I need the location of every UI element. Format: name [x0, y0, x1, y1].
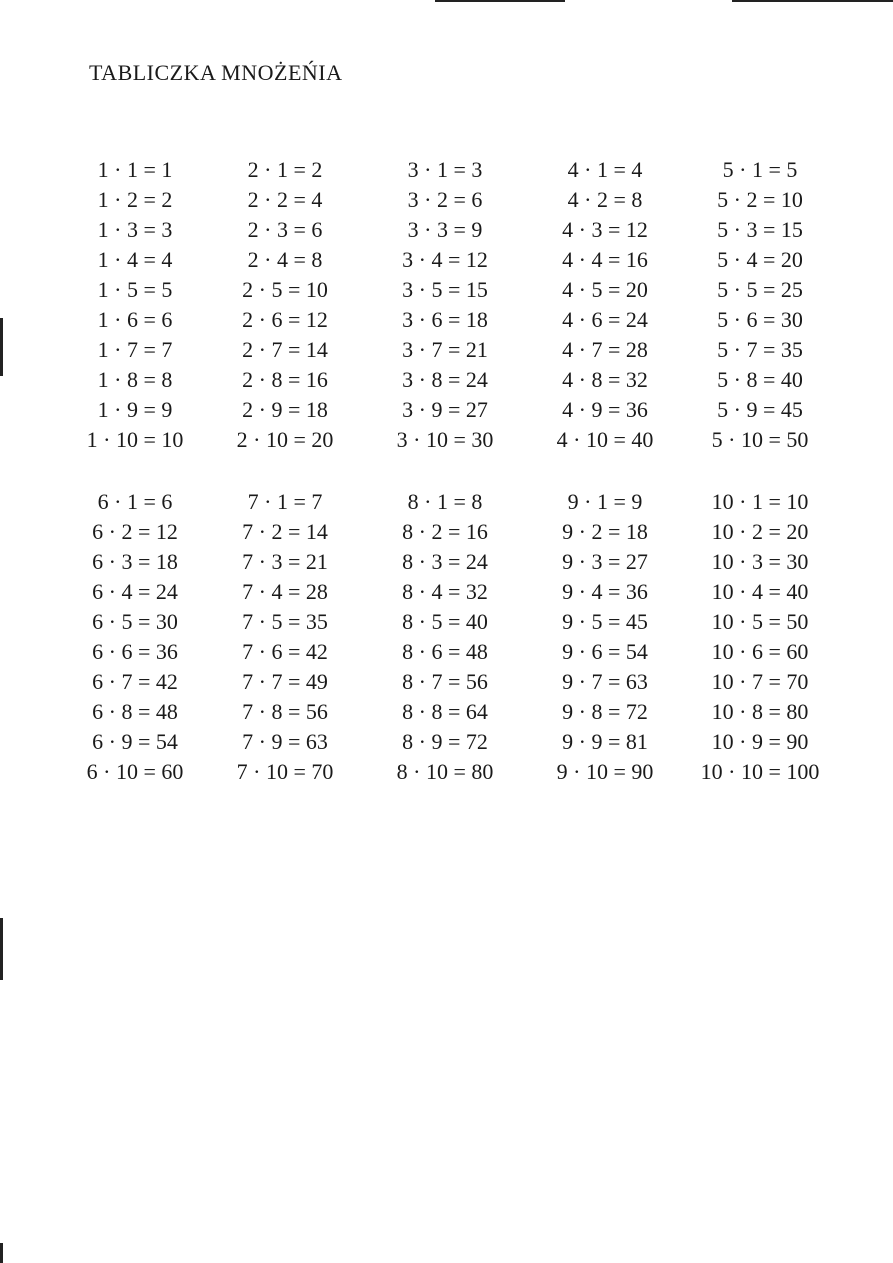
multiplication-equation: 3 · 3 = 9	[407, 217, 483, 242]
multiplication-equation: 2 · 3 = 6	[247, 217, 323, 242]
multiplication-equation: 8 · 9 = 72	[402, 729, 488, 754]
multiplication-equation: 8 · 2 = 16	[402, 519, 488, 544]
multiplication-equation: 2 · 9 = 18	[242, 397, 328, 422]
multiplication-equation: 2 · 7 = 14	[242, 337, 328, 362]
scan-artifact-left-mark-1	[0, 318, 3, 376]
multiplication-equation: 8 · 6 = 48	[402, 639, 488, 664]
multiplication-equation: 5 · 5 = 25	[717, 277, 803, 302]
multiplication-equation: 6 · 6 = 36	[92, 639, 178, 664]
multiplication-equation: 1 · 3 = 3	[97, 217, 173, 242]
multiplication-equation: 1 · 6 = 6	[97, 307, 173, 332]
multiplication-equation: 5 · 6 = 30	[717, 307, 803, 332]
multiplication-equation: 1 · 8 = 8	[97, 367, 173, 392]
multiplication-equation: 4 · 10 = 40	[556, 427, 654, 452]
multiplication-equation: 4 · 7 = 28	[562, 337, 648, 362]
scan-artifact-left-mark-3	[0, 1243, 3, 1263]
multiplication-equation: 8 · 4 = 32	[402, 579, 488, 604]
multiplication-equation: 2 · 5 = 10	[242, 277, 328, 302]
scan-artifact-left-mark-2	[0, 918, 3, 980]
multiplication-equation: 6 · 7 = 42	[92, 669, 178, 694]
multiplication-equation: 4 · 8 = 32	[562, 367, 648, 392]
multiplication-equation: 1 · 4 = 4	[97, 247, 173, 272]
multiplication-equation: 6 · 3 = 18	[92, 549, 178, 574]
multiplication-equation: 9 · 10 = 90	[556, 759, 654, 784]
multiplication-equation: 7 · 10 = 70	[236, 759, 334, 784]
multiplication-equation: 6 · 4 = 24	[92, 579, 178, 604]
multiplication-equation: 9 · 6 = 54	[562, 639, 648, 664]
multiplication-equation: 4 · 4 = 16	[562, 247, 648, 272]
multiplication-equation: 4 · 3 = 12	[562, 217, 648, 242]
multiplication-equation: 7 · 4 = 28	[242, 579, 328, 604]
multiplication-equation: 9 · 1 = 9	[567, 489, 643, 514]
multiplication-equation: 5 · 7 = 35	[717, 337, 803, 362]
multiplication-equation: 2 · 2 = 4	[247, 187, 323, 212]
multiplication-equation: 6 · 2 = 12	[92, 519, 178, 544]
multiplication-equation: 9 · 9 = 81	[562, 729, 648, 754]
multiplication-equation: 7 · 3 = 21	[242, 549, 328, 574]
multiplication-equation: 4 · 2 = 8	[567, 187, 643, 212]
multiplication-equation: 5 · 4 = 20	[717, 247, 803, 272]
multiplication-equation: 3 · 10 = 30	[396, 427, 494, 452]
multiplication-equation: 8 · 1 = 8	[407, 489, 483, 514]
multiplication-equation: 10 · 3 = 30	[711, 549, 809, 574]
multiplication-equation: 10 · 10 = 100	[700, 759, 820, 784]
multiplication-equation: 2 · 8 = 16	[242, 367, 328, 392]
multiplication-equation: 1 · 5 = 5	[97, 277, 173, 302]
multiplication-equation: 2 · 6 = 12	[242, 307, 328, 332]
multiplication-equation: 9 · 2 = 18	[562, 519, 648, 544]
multiplication-equation: 4 · 5 = 20	[562, 277, 648, 302]
multiplication-equation: 8 · 8 = 64	[402, 699, 488, 724]
multiplication-equation: 3 · 4 = 12	[402, 247, 488, 272]
multiplication-equation: 10 · 5 = 50	[711, 609, 809, 634]
multiplication-equation: 8 · 7 = 56	[402, 669, 488, 694]
multiplication-equation: 5 · 10 = 50	[711, 427, 809, 452]
multiplication-equation: 4 · 9 = 36	[562, 397, 648, 422]
multiplication-equation: 5 · 1 = 5	[722, 157, 798, 182]
multiplication-equation: 9 · 3 = 27	[562, 549, 648, 574]
multiplication-equation: 6 · 8 = 48	[92, 699, 178, 724]
multiplication-equation: 7 · 6 = 42	[242, 639, 328, 664]
multiplication-equation: 10 · 1 = 10	[711, 489, 809, 514]
multiplication-equation: 5 · 3 = 15	[717, 217, 803, 242]
multiplication-equation: 3 · 9 = 27	[402, 397, 488, 422]
multiplication-equation: 6 · 1 = 6	[97, 489, 173, 514]
multiplication-equation: 10 · 9 = 90	[711, 729, 809, 754]
multiplication-equation: 7 · 2 = 14	[242, 519, 328, 544]
multiplication-equation: 8 · 10 = 80	[396, 759, 494, 784]
multiplication-equation: 3 · 1 = 3	[407, 157, 483, 182]
multiplication-equation: 1 · 9 = 9	[97, 397, 173, 422]
multiplication-equation: 9 · 7 = 63	[562, 669, 648, 694]
multiplication-equation: 2 · 4 = 8	[247, 247, 323, 272]
multiplication-equation: 7 · 1 = 7	[247, 489, 323, 514]
multiplication-equation: 7 · 5 = 35	[242, 609, 328, 634]
multiplication-equation: 9 · 4 = 36	[562, 579, 648, 604]
multiplication-equation: 1 · 1 = 1	[97, 157, 173, 182]
multiplication-equation: 3 · 6 = 18	[402, 307, 488, 332]
multiplication-equation: 5 · 2 = 10	[717, 187, 803, 212]
multiplication-equation: 6 · 10 = 60	[86, 759, 184, 784]
multiplication-equation: 7 · 7 = 49	[242, 669, 328, 694]
multiplication-equation: 10 · 2 = 20	[711, 519, 809, 544]
page-title: TABLICZKA MNOŻEŃIA	[89, 60, 343, 85]
multiplication-equation: 1 · 7 = 7	[97, 337, 173, 362]
multiplication-equation: 4 · 6 = 24	[562, 307, 648, 332]
scan-artifact-top-line-1	[435, 0, 565, 2]
multiplication-equation: 7 · 8 = 56	[242, 699, 328, 724]
multiplication-equation: 2 · 10 = 20	[236, 427, 334, 452]
multiplication-equation: 9 · 8 = 72	[562, 699, 648, 724]
multiplication-equation: 5 · 8 = 40	[717, 367, 803, 392]
multiplication-equation: 1 · 10 = 10	[86, 427, 184, 452]
multiplication-equation: 6 · 5 = 30	[92, 609, 178, 634]
multiplication-equation: 6 · 9 = 54	[92, 729, 178, 754]
multiplication-equation: 8 · 3 = 24	[402, 549, 488, 574]
multiplication-equation: 10 · 8 = 80	[711, 699, 809, 724]
multiplication-equation: 2 · 1 = 2	[247, 157, 323, 182]
multiplication-equation: 3 · 5 = 15	[402, 277, 488, 302]
scan-artifact-top-line-2	[732, 0, 893, 2]
multiplication-equation: 9 · 5 = 45	[562, 609, 648, 634]
multiplication-equation: 5 · 9 = 45	[717, 397, 803, 422]
multiplication-equation: 1 · 2 = 2	[97, 187, 173, 212]
multiplication-equation: 3 · 8 = 24	[402, 367, 488, 392]
multiplication-equation: 10 · 7 = 70	[711, 669, 809, 694]
multiplication-equation: 3 · 7 = 21	[402, 337, 488, 362]
multiplication-equation: 10 · 6 = 60	[711, 639, 809, 664]
multiplication-equation: 8 · 5 = 40	[402, 609, 488, 634]
multiplication-equation: 4 · 1 = 4	[567, 157, 643, 182]
multiplication-equation: 10 · 4 = 40	[711, 579, 809, 604]
multiplication-equation: 7 · 9 = 63	[242, 729, 328, 754]
multiplication-equation: 3 · 2 = 6	[407, 187, 483, 212]
